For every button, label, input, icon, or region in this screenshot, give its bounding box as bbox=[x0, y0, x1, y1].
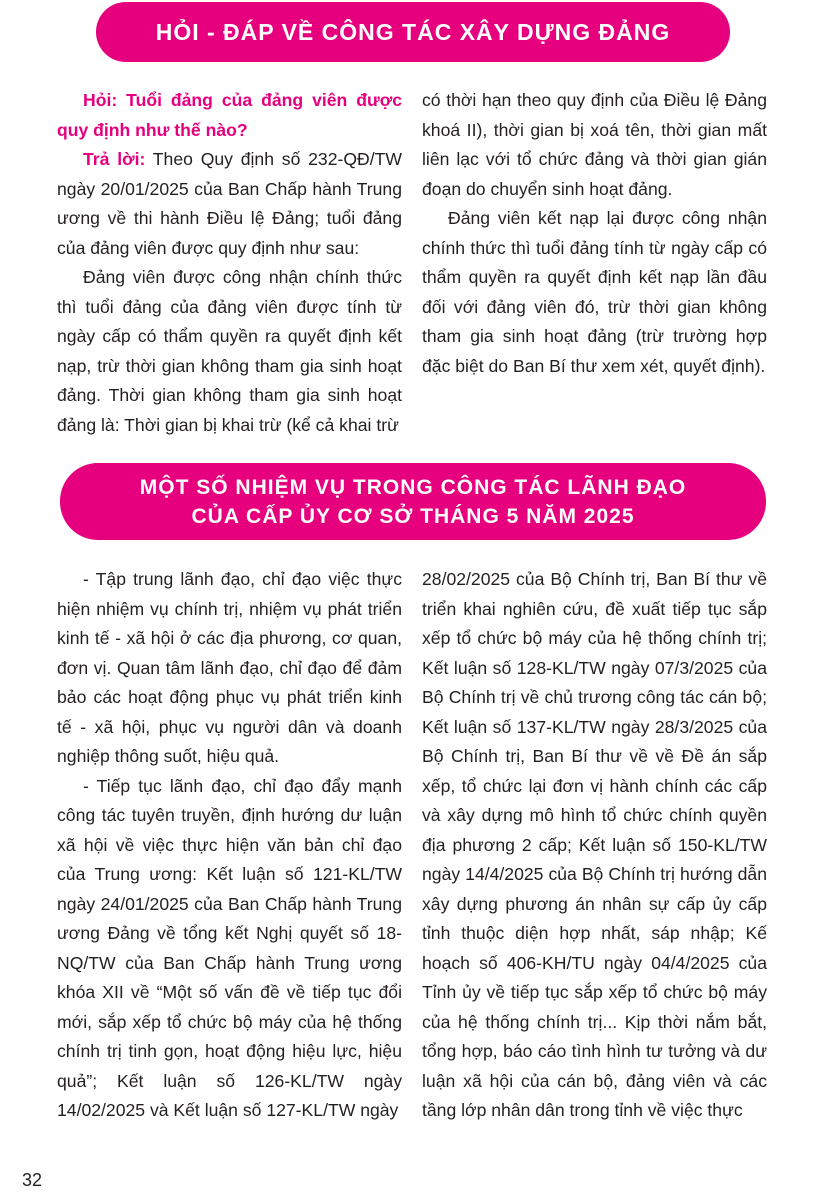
qa-paragraph-1-text: Đảng viên được công nhận chính thức thì tuổi đảng của đảng viên được tính từ ngày cấp có thẩm quyền ra quyết định kết nạp, trừ thời gian không tham gia sinh hoạt đảng. Thời gian không tham gia sinh hoạt đảng là: Thời gian bị khai trừ (kể cả khai trừ bbox=[57, 267, 402, 435]
qa-column-right bbox=[422, 86, 767, 381]
answer-label: Trả lời: bbox=[83, 149, 146, 169]
qa-section-banner: HỎI - ĐÁP VỀ CÔNG TÁC XÂY DỰNG ĐẢNG bbox=[96, 2, 730, 62]
task-column-right bbox=[422, 565, 767, 1126]
answer-intro: Theo Quy định số 232-QĐ/TW ngày 20/01/2025 của Ban Chấp hành Trung ương về thi hành Điều lệ Đảng; tuổi đảng của đảng viên được quy định như sau: bbox=[57, 149, 402, 258]
task-item-1: - Tập trung lãnh đạo, chỉ đạo việc thực hiện nhiệm vụ chính trị, nhiệm vụ phát triển kinh tế - xã hội ở các địa phương, cơ quan, đơn vị. Quan tâm lãnh đạo, chỉ đạo để đảm bảo các hoạt động phục vụ phát triển kinh tế - xã hội, phục vụ người dân và doanh nghiệp thông suốt, hiệu quả. bbox=[57, 569, 402, 766]
task-column-left bbox=[57, 565, 402, 1126]
qa-answer bbox=[57, 145, 402, 263]
qa-paragraph-2: Đảng viên kết nạp lại được công nhận chính thức thì tuổi đảng tính từ ngày cấp có thẩm quyền ra quyết định kết nạp lần đầu đối với đảng viên đó, trừ thời gian không tham gia sinh hoạt đảng (trừ trường hợp đặc biệt do Ban Bí thư xem xét, quyết định). bbox=[422, 208, 767, 376]
task-section-banner bbox=[60, 463, 766, 540]
task-item-2: - Tiếp tục lãnh đạo, chỉ đạo đẩy mạnh công tác tuyên truyền, định hướng dư luận xã hội về việc thực hiện văn bản chỉ đạo của Trung ương: Kết luận số 121-KL/TW ngày 24/01/2025 của Ban Chấp hành Trung ương Đảng về tổng kết Nghị quyết số 18-NQ/TW của Ban Chấp hành Trung ương khóa XII về “Một số vấn đề về tiếp tục đổi mới, sắp xếp tổ chức bộ máy của hệ thống chính trị tinh gọn, hoạt động hiệu lực, hiệu quả”; Kết luận số 126-KL/TW ngày 14/02/2025 và Kết luận số 127-KL/TW ngày bbox=[57, 775, 402, 1120]
qa-question: Hỏi: Tuổi đảng của đảng viên được quy định như thế nào? bbox=[57, 90, 402, 140]
task-section-title-line-1: MỘT SỐ NHIỆM VỤ TRONG CÔNG TÁC LÃNH ĐẠO bbox=[139, 476, 687, 499]
qa-column-left bbox=[57, 86, 402, 440]
task-section-title-line-2: CỦA CẤP ỦY CƠ SỞ THÁNG 5 NĂM 2025 bbox=[191, 505, 635, 528]
task-item-2-continued: 28/02/2025 của Bộ Chính trị, Ban Bí thư về triển khai nghiên cứu, đề xuất tiếp tục sắp xếp tổ chức bộ máy của hệ thống chính trị; Kết luận số 128-KL/TW ngày 07/3/2025 của Bộ Chính trị về chủ trương công tác cán bộ; Kết luận số 137-KL/TW ngày 28/3/2025 của Bộ Chính trị, Ban Bí thư về về Đề án sắp xếp, tổ chức lại đơn vị hành chính các cấp và xây dựng mô hình tổ chức chính quyền địa phương 2 cấp; Kết luận số 150-KL/TW ngày 14/4/2025 của Bộ Chính trị hướng dẫn xây dựng phương án nhân sự cấp ủy cấp tỉnh thuộc diện hợp nhất, sáp nhập; Kế hoạch số 406-KH/TU ngày 04/4/2025 của Tỉnh ủy về tiếp tục sắp xếp tổ chức bộ máy của hệ thống chính trị... Kịp thời nắm bắt, tổng hợp, báo cáo tình hình tư tưởng và dư luận xã hội của cán bộ, đảng viên và các tầng lớp nhân dân trong tỉnh về việc thực bbox=[422, 569, 767, 1120]
qa-paragraph-1 bbox=[57, 263, 402, 440]
qa-paragraph-1-continued: có thời hạn theo quy định của Điều lệ Đảng khoá II), thời gian bị xoá tên, thời gian mất liên lạc với tổ chức đảng và thời gian gián đoạn do chuyển sinh hoạt đảng. bbox=[422, 90, 767, 199]
page-number: 32 bbox=[22, 1170, 43, 1190]
